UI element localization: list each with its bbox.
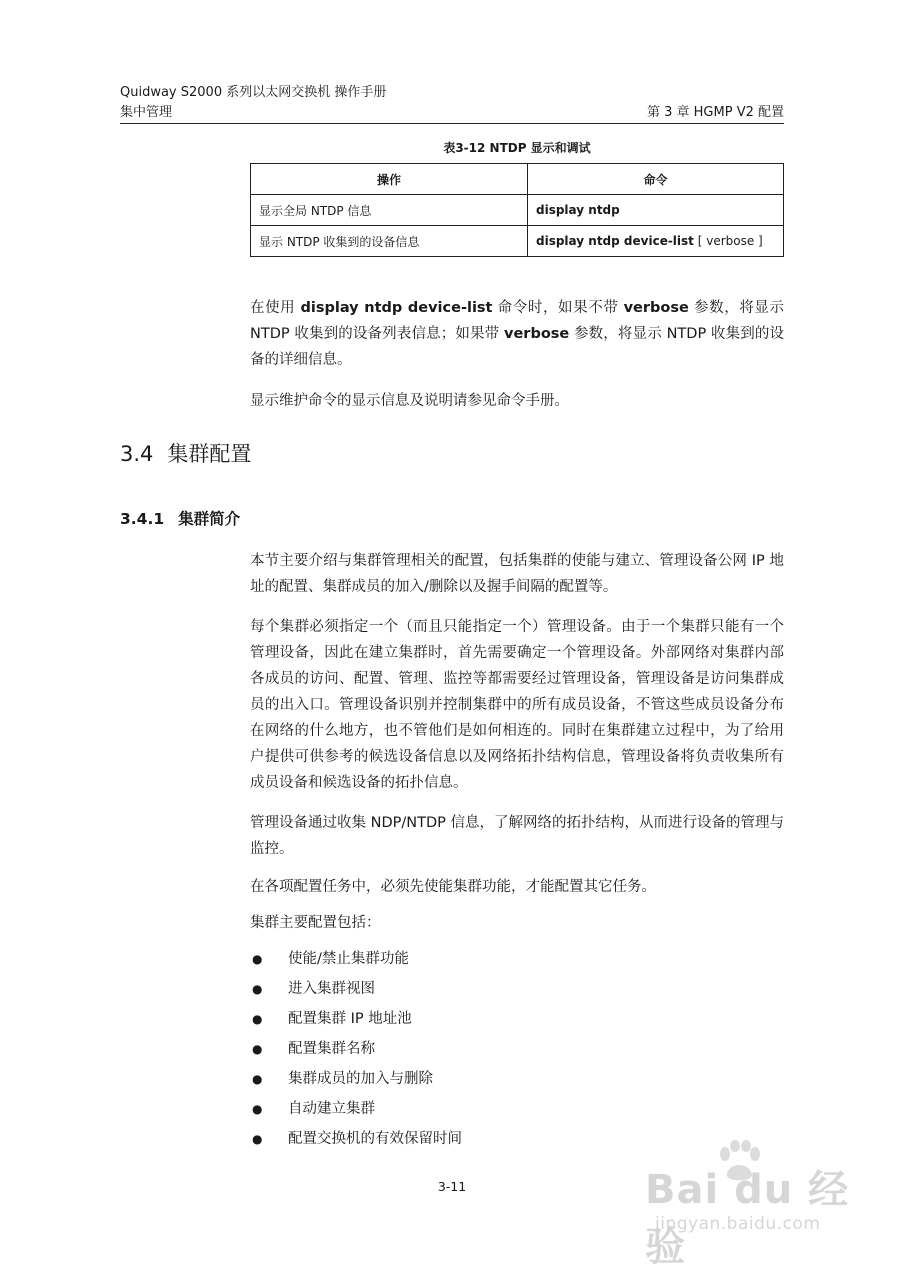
list-item [250,976,784,1006]
watermark-logo: Bai du 经验 [645,1167,850,1270]
subsection-number: 3.4.1 [120,510,165,528]
bullet-icon: ● [252,1132,263,1146]
paragraph-management-device: 每个集群必须指定一个（而且只能指定一个）管理设备。由于一个集群只能有一个管理设备，因此在建立集群时，首先需要确定一个管理设备。外部网络对集群内部各成员的访问、配置、管理、监控等都需要经过管理设备，管理设备是访问集群成员的出入口。管理设备识别并控制集群中的所有成员设备，不管这些成员设备分布在网络的什么地方，也不管他们是如何相连的。同时在集群建立过程中，为了给用户提供可供参考的候选设备信息以及网络拓扑结构信息，管理设备将负责收集所有成员设备和候选设备的拓扑信息。 [250,619,784,791]
bullet-icon: ● [252,1042,263,1056]
ntdp-command-table [250,163,784,257]
table-cell-command [528,226,784,257]
header-rule [120,123,784,124]
paragraph-display-ntdp [250,295,784,373]
bullet-icon: ● [252,952,263,966]
paragraph-intro: 本节主要介绍与集群管理相关的配置，包括集群的使能与建立、管理设备公网 IP 地址的配置、集群成员的加入/删除以及握手间隔的配置等。 [250,553,784,595]
paragraph-enable-first: 在各项配置任务中，必须先使能集群功能，才能配置其它任务。 [250,879,656,895]
command-keyword: verbose [504,326,570,342]
baidu-jingyan-watermark [645,1140,865,1270]
bullet-icon: ● [252,1012,263,1026]
section-number: 3.4 [120,442,154,466]
table-row [251,195,784,226]
bullet-icon: ● [252,1102,263,1116]
list-item [250,1036,784,1066]
column-header-command: 命令 [528,164,784,195]
paragraph-config-list-intro: 集群主要配置包括： [250,915,381,931]
list-item [250,1006,784,1036]
page-number: 3-11 [437,1179,467,1194]
column-header-operation: 操作 [251,164,528,195]
table-cell-operation: 显示 NTDP 收集到的设备信息 [251,226,528,257]
subsection-title: 集群简介 [178,510,241,528]
list-item-text: 自动建立集群 [288,1101,375,1117]
list-item [250,1096,784,1126]
list-item [250,1066,784,1096]
command-optional: [ verbose ] [693,234,763,248]
section-title: 集群配置 [167,442,252,466]
command-text: display ntdp [536,203,620,217]
table-cell-operation: 显示全局 NTDP 信息 [251,195,528,226]
bullet-icon: ● [252,982,263,996]
paragraph-topology: 管理设备通过收集 NDP/NTDP 信息，了解网络的拓扑结构，从而进行设备的管理与监控。 [250,815,784,857]
command-keyword: verbose [623,300,689,316]
list-item-text: 配置集群 IP 地址池 [288,1011,412,1027]
running-header-left-bottom: 集中管理 [120,105,173,120]
text-run: 命令时，如果不带 [492,300,624,316]
list-item-text: 使能/禁止集群功能 [288,951,409,967]
subsection-heading [120,508,240,530]
section-heading [120,440,251,468]
text-run: 参数，将显示 NTDP 收集到的设备的详细信息。 [250,326,784,368]
command-keyword: display ntdp device-list [300,300,493,316]
list-item-text: 配置交换机的有效保留时间 [288,1131,462,1147]
running-header-right: 第 3 章 HGMP V2 配置 [646,105,784,120]
watermark-site: jingyan.baidu.com [655,1214,821,1234]
running-header-left-top: Quidway S2000 系列以太网交换机 操作手册 [120,85,387,100]
list-item-text: 配置集群名称 [288,1041,375,1057]
config-task-list [250,946,784,1156]
text-run: 参数，将显示 NTDP 收集到的设备列表信息；如果带 [250,300,785,342]
table-caption: 表3-12 NTDP 显示和调试 [443,141,591,155]
bullet-icon: ● [252,1072,263,1086]
text-run: 在使用 [250,300,301,316]
paragraph-display-reference: 显示维护命令的显示信息及说明请参见命令手册。 [250,393,569,409]
table-cell-command [528,195,784,226]
table-header-row [251,164,784,195]
list-item-text: 集群成员的加入与删除 [288,1071,433,1087]
list-item [250,946,784,976]
command-text: display ntdp device-list [536,234,694,248]
list-item-text: 进入集群视图 [288,981,375,997]
table-row [251,226,784,257]
